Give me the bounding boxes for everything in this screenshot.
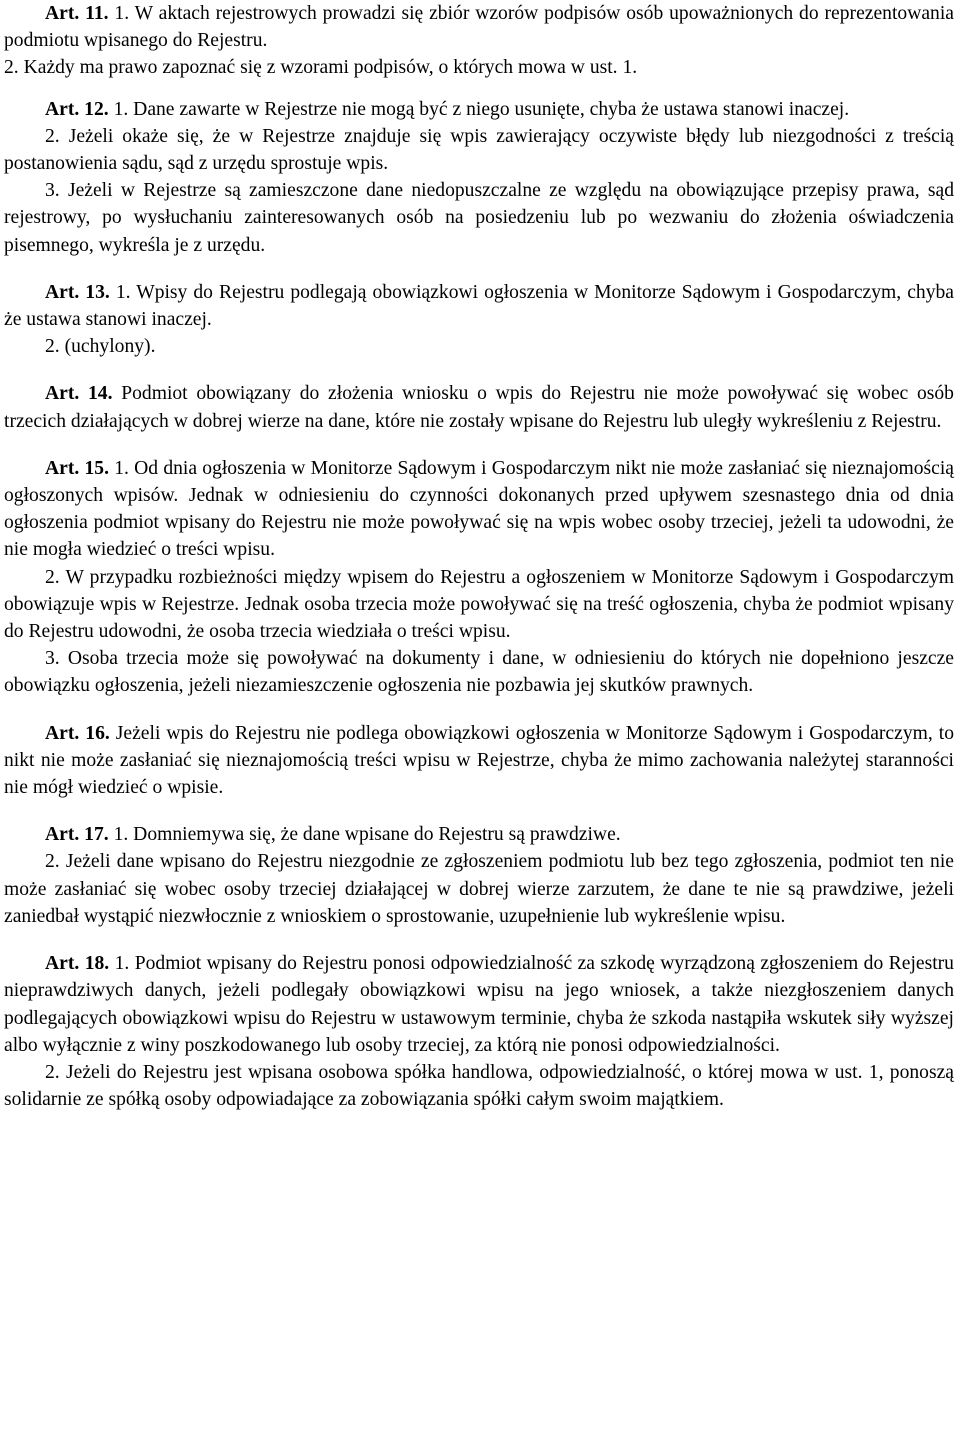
article-15-para-2: 2. W przypadku rozbieżności między wpisem do Rejestru a ogłoszeniem w Monitorze Sądowym i Gospodarczym obowiązuje wpis w Rejestrze. Jednak osoba trzecia może powoływać się na treść ogłoszenia, chyba że podmiot wpisany do Rejestru udowodni, że osoba trzecia wiedziała o treści wpisu. bbox=[4, 566, 954, 643]
paragraph-text: 1. Od dnia ogłoszenia w Monitorze Sądowym i Gospodarczym nikt nie może zasłaniać się nieznajomością ogłoszonych wpisów. Jednak w odniesieniu do czynności dokonanych przed upływem szesnastego dnia od dnia ogłoszenia podmiot wpisany do Rejestru nie może powoływać się na wpis wobec osoby trzeciej, jeżeli ta udowodni, że nie mogła wiedzieć o treści wpisu. bbox=[4, 457, 954, 561]
article-11 bbox=[4, 0, 954, 82]
article-17 bbox=[4, 821, 954, 930]
article-11-para-2: 2. Każdy ma prawo zapoznać się z wzorami podpisów, o których mowa w ust. 1. bbox=[4, 57, 638, 79]
article-18-para-1 bbox=[4, 950, 954, 1059]
article-15-para-3: 3. Osoba trzecia może się powoływać na dokumenty i dane, w odniesieniu do których nie dopełniono jeszcze obowiązku ogłoszenia, jeżeli niezamieszczenie ogłoszenia nie pozbawia jej skutków prawnych. bbox=[4, 648, 954, 697]
article-label: Art. 11. bbox=[45, 3, 109, 24]
paragraph-text: 1. Wpisy do Rejestru podlegają obowiązkowi ogłoszenia w Monitorze Sądowym i Gospodarczym, chyba że ustawa stanowi inaczej. bbox=[4, 281, 954, 331]
article-15 bbox=[4, 455, 954, 700]
article-label: Art. 14. bbox=[45, 383, 113, 405]
article-18-para-2: 2. Jeżeli do Rejestru jest wpisana osobowa spółka handlowa, odpowiedzialność, o której mowa w ust. 1, ponoszą solidarnie ze spółką osoby odpowiadające za zobowiązania spółki całym swoim majątkiem. bbox=[4, 1061, 954, 1111]
paragraph-text: Jeżeli wpis do Rejestru nie podlega obowiązkowi ogłoszenia w Monitorze Sądowym i Gospodarczym, to nikt nie może zasłaniać się nieznajomością treści wpisu w Rejestrze, chyba że mimo zachowania należytej staranności nie mógł wiedzieć o wpisie. bbox=[4, 722, 954, 799]
article-label: Art. 15. bbox=[45, 457, 109, 479]
article-label: Art. 12. bbox=[45, 98, 109, 120]
article-12 bbox=[4, 96, 954, 259]
article-label: Art. 13. bbox=[45, 281, 110, 303]
article-18 bbox=[4, 950, 954, 1113]
paragraph-text: 1. Dane zawarte w Rejestrze nie mogą być z niego usunięte, chyba że ustawa stanowi inaczej. bbox=[108, 98, 850, 120]
article-17-para-1 bbox=[4, 821, 954, 848]
article-14-para-1 bbox=[4, 380, 954, 434]
article-12-para-1 bbox=[4, 96, 954, 123]
document-page bbox=[4, 0, 954, 1133]
article-label: Art. 16. bbox=[45, 722, 110, 744]
article-label: Art. 18. bbox=[45, 953, 110, 975]
paragraph-text: 1. Domniemywa się, że dane wpisane do Rejestru są prawdziwe. bbox=[108, 824, 621, 846]
article-14 bbox=[4, 380, 954, 434]
paragraph-text: 1. Podmiot wpisany do Rejestru ponosi odpowiedzialność za szkodę wyrządzoną zgłoszeniem do Rejestru nieprawdziwych danych, jeżeli podlegały obowiązkowi wpisu na jego wniosek, a także niezgłoszeniem danych podlegających obowiązkowi wpisu do Rejestru w ustawowym terminie, chyba że szkoda nastąpiła wskutek siły wyższej albo wyłącznie z winy poszkodowanego lub osoby trzeciej, za którą nie ponosi odpowiedzialności. bbox=[4, 953, 954, 1056]
article-16 bbox=[4, 720, 954, 802]
paragraph-text: 1. W aktach rejestrowych prowadzi się zbiór wzorów podpisów osób upoważnionych do reprezentowania podmiotu wpisanego do Rejestru. bbox=[4, 3, 954, 52]
article-12-para-2: 2. Jeżeli okaże się, że w Rejestrze znajduje się wpis zawierający oczywiste błędy lub niezgodności z treścią postanowienia sądu, sąd z urzędu sprostuje wpis. bbox=[4, 125, 954, 175]
article-11-para-1 bbox=[4, 0, 954, 54]
article-15-para-1 bbox=[4, 455, 954, 564]
article-16-para-1 bbox=[4, 720, 954, 802]
article-13 bbox=[4, 279, 954, 361]
article-12-para-3: 3. Jeżeli w Rejestrze są zamieszczone dane niedopuszczalne ze względu na obowiązujące przepisy prawa, sąd rejestrowy, po wysłuchaniu zainteresowanych osób na posiedzeniu lub po wezwaniu do złożenia oświadczenia pisemnego, wykreśla je z urzędu. bbox=[4, 180, 954, 256]
article-17-para-2: 2. Jeżeli dane wpisano do Rejestru niezgodnie ze zgłoszeniem podmiotu lub bez tego zgłoszenia, podmiot ten nie może zasłaniać się wobec osoby trzeciej działającej w dobrej wierze zarzutem, że dane te nie są prawdziwe, jeżeli zaniedbał wystąpić niezwłocznie z wnioskiem o sprostowanie, uzupełnienie lub wykreślenie wpisu. bbox=[4, 851, 954, 927]
article-13-para-2: 2. (uchylony). bbox=[45, 336, 156, 358]
paragraph-text: Podmiot obowiązany do złożenia wniosku o wpis do Rejestru nie może powoływać się wobec osób trzecich działających w dobrej wierze na dane, które nie zostały wpisane do Rejestru lub uległy wykreśleniu z Rejestru. bbox=[4, 383, 954, 432]
article-label: Art. 17. bbox=[45, 824, 109, 846]
article-13-para-1 bbox=[4, 279, 954, 333]
